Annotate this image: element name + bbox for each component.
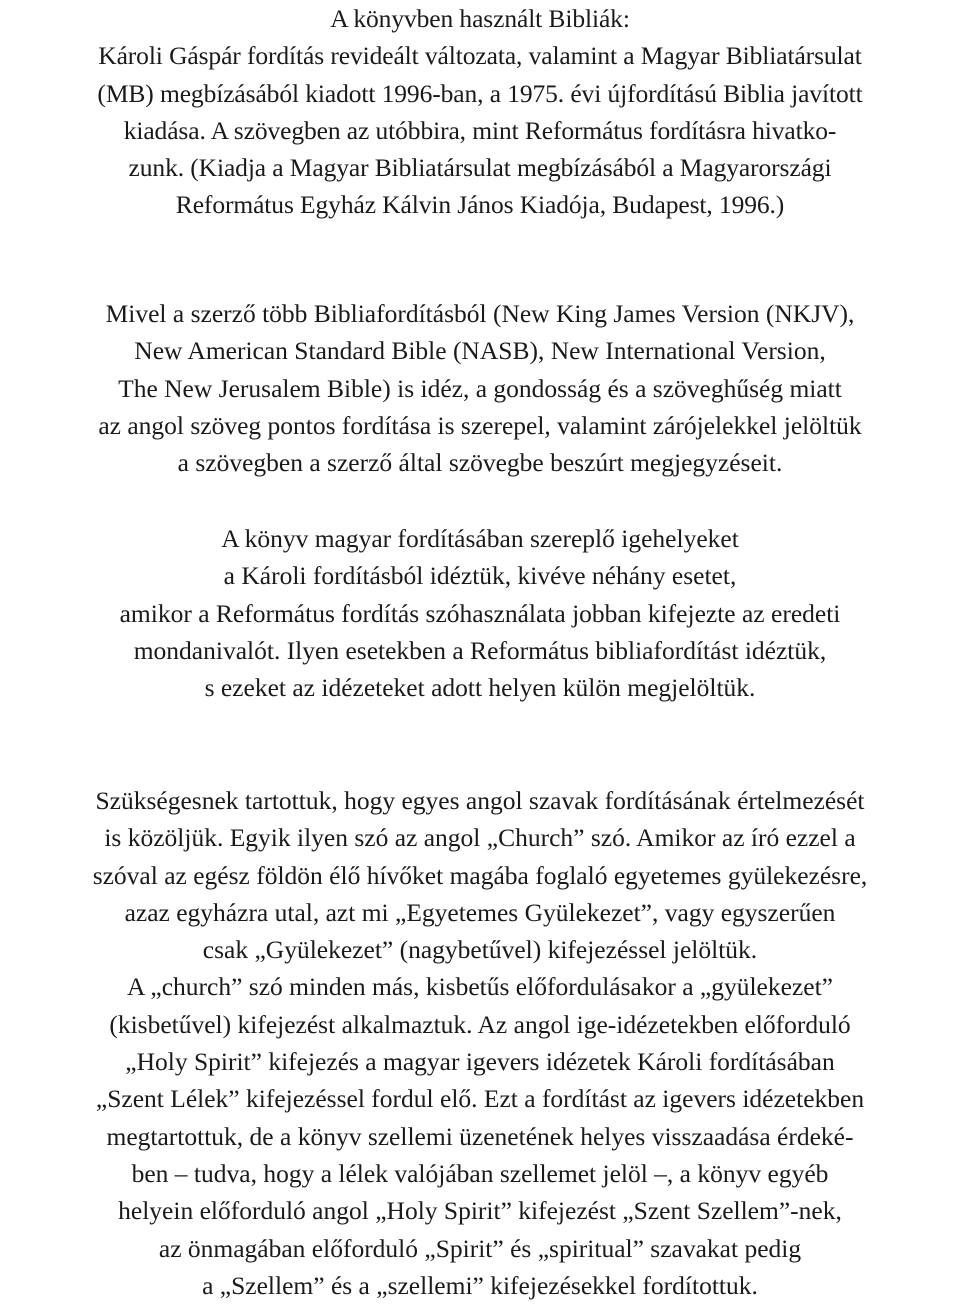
paragraph-line: The New Jerusalem Bible) is idéz, a gondosság és a szöveghűség miatt <box>118 373 842 403</box>
terminology-paragraph <box>0 782 960 1304</box>
paragraph-line: A „church” szó minden más, kisbetűs előfordulásakor a „gyülekezet” <box>127 972 833 1002</box>
paragraph-line: A könyvben használt Bibliák: <box>330 4 630 33</box>
paragraph-line: amikor a Református fordítás szóhasználata jobban kifejezte az eredeti <box>119 598 841 628</box>
paragraph-line: (MB) megbízásából kiadott 1996-ban, a 1975. évi újfordítású Biblia javított <box>97 78 863 108</box>
paragraph-line: zunk. (Kiadja a Magyar Bibliatársulat megbízásából a Magyarországi <box>128 153 832 183</box>
paragraph-line: Református Egyház Kálvin János Kiadója, Budapest, 1996.) <box>175 190 785 220</box>
paragraph-line: ben – tudva, hogy a lélek valójában szellemet jelöl –, a könyv egyéb <box>131 1158 829 1188</box>
paragraph-line: az önmagában előforduló „Spirit” és „spiritual” szavakat pedig <box>158 1233 802 1263</box>
paragraph-line: azaz egyházra utal, azt mi „Egyetemes Gyülekezet”, vagy egyszerűen <box>124 897 836 927</box>
paragraph-line: a „Szellem” és a „szellemi” kifejezésekkel fordítottuk. <box>202 1270 758 1300</box>
paragraph-line: is közöljük. Egyik ilyen szó az angol „Church” szó. Amikor az író ezzel a <box>104 823 856 853</box>
english-versions-paragraph <box>0 295 960 481</box>
paragraph-line: Szükségesnek tartottuk, hogy egyes angol szavak fordításának értelmezését <box>95 786 865 815</box>
quoted-verses-paragraph <box>0 520 960 706</box>
paragraph-line: csak „Gyülekezet” (nagybetűvel) kifejezéssel jelöltük. <box>202 935 758 965</box>
paragraph-line: az angol szöveg pontos fordítása is szerepel, valamint zárójelekkel jelöltük <box>98 410 862 440</box>
paragraph-line: s ezeket az idézeteket adott helyen külön megjelöltük. <box>204 673 756 703</box>
paragraph-line: a szövegben a szerző által szövegbe beszúrt megjegyzéseit. <box>177 448 783 478</box>
paragraph-line: a Károli fordításból idéztük, kivéve néhány esetet, <box>223 561 737 591</box>
paragraph-line: A könyv magyar fordításában szereplő igehelyeket <box>221 524 739 553</box>
paragraph-line: New American Standard Bible (NASB), New International Version, <box>134 336 826 366</box>
paragraph-line: (kisbetűvel) kifejezést alkalmaztuk. Az angol ige-idézetekben előforduló <box>109 1009 851 1039</box>
paragraph-line: kiadása. A szövegben az utóbbira, mint Református fordításra hivatko- <box>123 115 837 145</box>
paragraph-line: mondanivalót. Ilyen esetekben a Református bibliafordítást idéztük, <box>133 635 827 665</box>
paragraph-line: Mivel a szerző több Bibliafordításból (New King James Version (NKJV), <box>105 299 855 328</box>
bibles-used-paragraph <box>0 0 960 224</box>
paragraph-line: helyein előforduló angol „Holy Spirit” kifejezést „Szent Szellem”-nek, <box>118 1196 842 1226</box>
paragraph-line: „Szent Lélek” kifejezéssel fordul elő. Ezt a fordítást az igevers idézetekben <box>95 1084 865 1114</box>
paragraph-line: megtartottuk, de a könyv szellemi üzenetének helyes visszaadása érdeké- <box>106 1121 854 1151</box>
paragraph-line: Károli Gáspár fordítás revideált változata, valamint a Magyar Bibliatársulat <box>98 41 862 71</box>
paragraph-line: „Holy Spirit” kifejezés a magyar igevers idézetek Károli fordításában <box>125 1047 835 1077</box>
paragraph-line: szóval az egész földön élő hívőket magába foglaló egyetemes gyülekezésre, <box>92 860 868 890</box>
